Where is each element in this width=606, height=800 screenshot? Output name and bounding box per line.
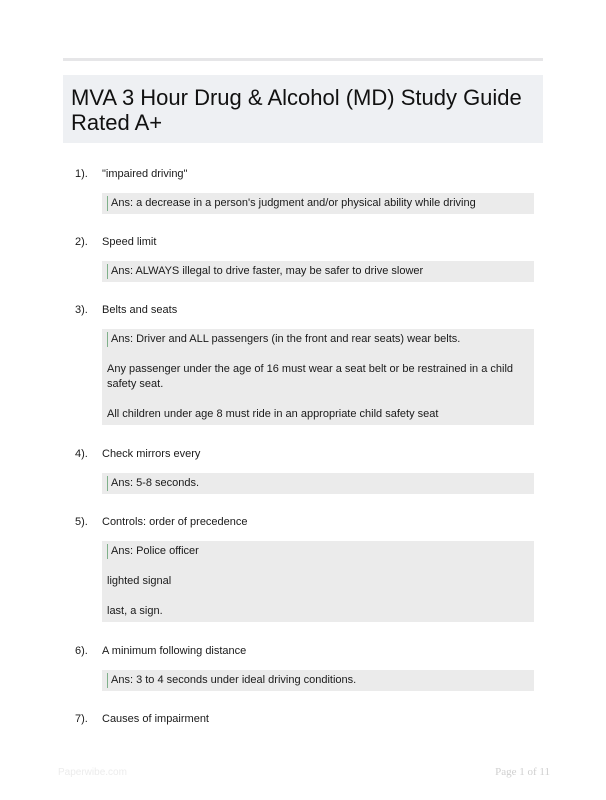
question-number: 4). [75, 448, 88, 460]
top-rule [63, 58, 543, 61]
document-title: MVA 3 Hour Drug & Alcohol (MD) Study Guide Rated A+ [71, 85, 522, 135]
answer-line: Ans: ALWAYS illegal to drive faster, may be safer to drive slower [107, 264, 528, 279]
answer-box [102, 670, 534, 691]
answer-line: Any passenger under the age of 16 must wear a seat belt or be restrained in a child safety seat. [107, 363, 514, 390]
question-number: 7). [75, 713, 88, 725]
question-text: Causes of impairment [102, 713, 209, 725]
question-number: 1). [75, 168, 88, 180]
answer-line: Ans: a decrease in a person's judgment and/or physical ability while driving [107, 196, 528, 211]
answer-box [102, 193, 534, 214]
question-number: 5). [75, 516, 88, 528]
question-text: "impaired driving" [102, 168, 188, 180]
title-box [63, 75, 543, 143]
answer-line: Ans: 3 to 4 seconds under ideal driving conditions. [107, 673, 528, 688]
answer-line: last, a sign. [107, 605, 163, 617]
answer-box [102, 329, 534, 425]
question-text: Check mirrors every [102, 448, 201, 460]
question-text: Controls: order of precedence [102, 516, 248, 528]
question-text: Speed limit [102, 236, 157, 248]
answer-box [102, 541, 534, 622]
question-text: A minimum following distance [102, 645, 247, 657]
answer-line: lighted signal [107, 575, 172, 587]
answer-box [102, 473, 534, 494]
question-number: 3). [75, 304, 88, 316]
footer-watermark: Paperwibe.com [58, 767, 127, 778]
question-number: 6). [75, 645, 88, 657]
answer-line: Ans: Driver and ALL passengers (in the front and rear seats) wear belts. [107, 332, 528, 347]
answer-line: Ans: 5-8 seconds. [107, 476, 528, 491]
answer-box [102, 261, 534, 282]
page-number: Page 1 of 11 [495, 766, 550, 778]
question-number: 2). [75, 236, 88, 248]
question-text: Belts and seats [102, 304, 178, 316]
answer-line: All children under age 8 must ride in an appropriate child safety seat [107, 408, 439, 420]
answer-line: Ans: Police officer [107, 544, 528, 559]
